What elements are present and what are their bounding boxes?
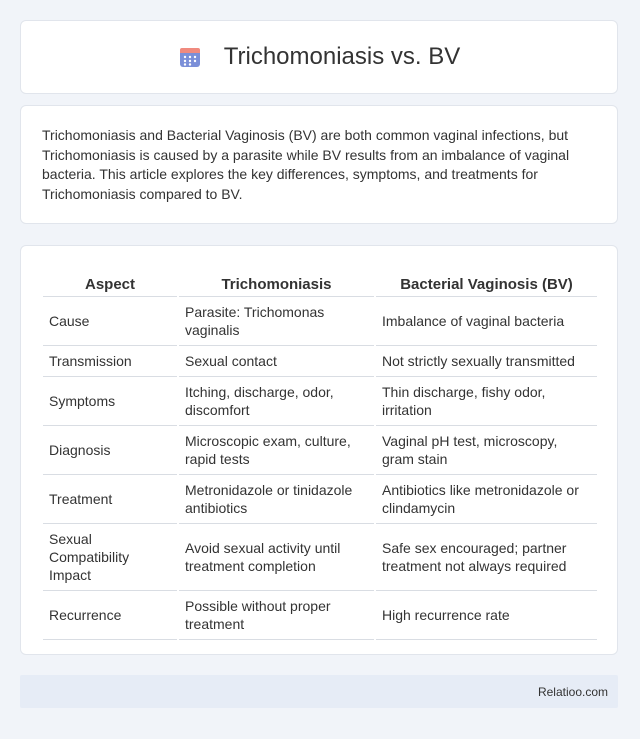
table-row <box>43 524 597 591</box>
intro-paragraph: Trichomoniasis and Bacterial Vaginosis (BV) are both common vaginal infections, but Trichomoniasis is caused by a parasite while BV results from an imbalance of vaginal bacteria. This article explores the key differences, symptoms, and treatments for Trichomoniasis compared to BV. <box>42 127 570 202</box>
aspect-cell: Diagnosis <box>43 426 177 475</box>
trichomoniasis-cell: Microscopic exam, culture, rapid tests <box>179 426 374 475</box>
aspect-cell: Treatment <box>43 475 177 524</box>
trichomoniasis-cell: Avoid sexual activity until treatment completion <box>179 524 374 591</box>
table-row <box>43 426 597 475</box>
intro-card <box>20 105 618 224</box>
trichomoniasis-cell: Possible without proper treatment <box>179 591 374 640</box>
bv-cell: Safe sex encouraged; partner treatment not always required <box>376 524 597 591</box>
trichomoniasis-cell: Parasite: Trichomonas vaginalis <box>179 297 374 346</box>
comparison-table <box>41 264 599 640</box>
aspect-cell: Cause <box>43 297 177 346</box>
footer-brand-link[interactable]: Relatioo.com <box>537 684 608 699</box>
aspect-cell: Symptoms <box>43 377 177 426</box>
calendar-icon <box>178 45 202 69</box>
bv-cell: Thin discharge, fishy odor, irritation <box>376 377 597 426</box>
bv-cell: Vaginal pH test, microscopy, gram stain <box>376 426 597 475</box>
footer <box>20 675 618 708</box>
bv-cell: High recurrence rate <box>376 591 597 640</box>
header-bv: Bacterial Vaginosis (BV) <box>376 264 597 297</box>
bv-cell: Antibiotics like metronidazole or clindamycin <box>376 475 597 524</box>
table-header-row <box>43 264 597 297</box>
comparison-table-card <box>20 245 618 655</box>
page-title: Trichomoniasis vs. BV <box>223 43 461 70</box>
trichomoniasis-cell: Metronidazole or tinidazole antibiotics <box>179 475 374 524</box>
aspect-cell: Sexual Compatibility Impact <box>43 524 177 591</box>
trichomoniasis-cell: Itching, discharge, odor, discomfort <box>179 377 374 426</box>
header-aspect: Aspect <box>43 264 177 297</box>
bv-cell: Not strictly sexually transmitted <box>376 346 597 377</box>
header-trichomoniasis: Trichomoniasis <box>179 264 374 297</box>
title-wrap <box>178 43 461 71</box>
aspect-cell: Recurrence <box>43 591 177 640</box>
aspect-cell: Transmission <box>43 346 177 377</box>
table-row <box>43 297 597 346</box>
table-row <box>43 377 597 426</box>
header-card <box>20 20 618 94</box>
trichomoniasis-cell: Sexual contact <box>179 346 374 377</box>
table-row <box>43 475 597 524</box>
bv-cell: Imbalance of vaginal bacteria <box>376 297 597 346</box>
table-row <box>43 591 597 640</box>
table-row <box>43 346 597 377</box>
